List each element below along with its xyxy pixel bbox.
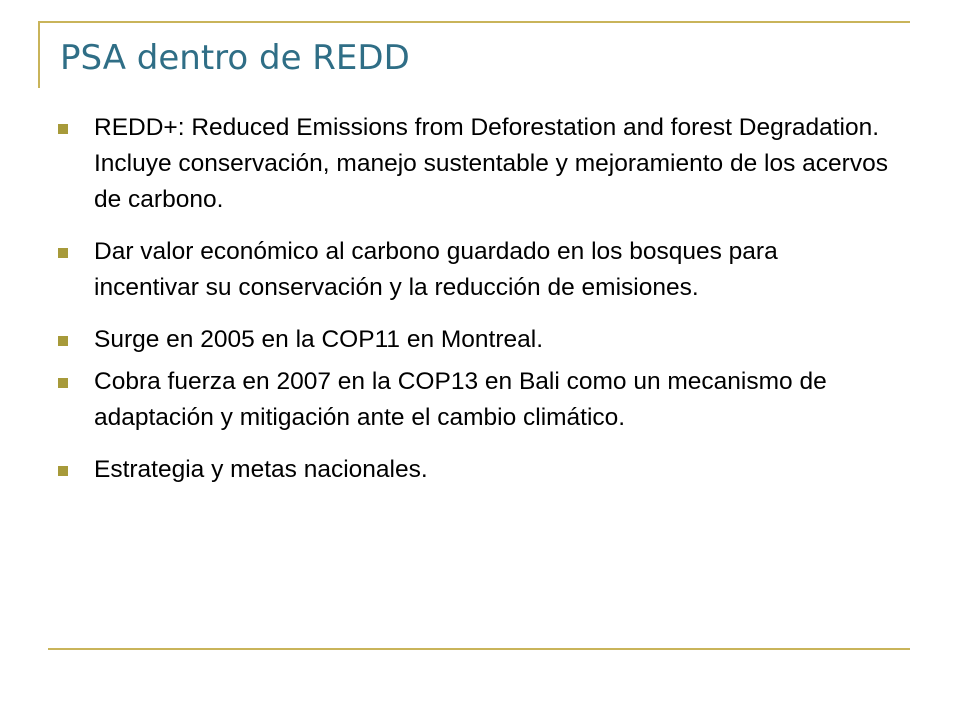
bullet-list — [58, 110, 888, 504]
title-frame-top-line — [38, 21, 910, 23]
square-bullet-icon — [58, 336, 68, 346]
square-bullet-icon — [58, 248, 68, 258]
bullet-item — [58, 452, 888, 488]
bullet-text: REDD+: Reduced Emissions from Deforestation and forest Degradation. Incluye conservación, manejo sustentable y mejoramiento de los acervos de carbono. — [94, 114, 888, 213]
square-bullet-icon — [58, 466, 68, 476]
bullet-item — [58, 364, 888, 436]
title-frame-left-line — [38, 21, 40, 88]
footer-divider-line — [48, 648, 910, 650]
square-bullet-icon — [58, 124, 68, 134]
bullet-text: Estrategia y metas nacionales. — [94, 456, 428, 483]
square-bullet-icon — [58, 378, 68, 388]
bullet-text: Surge en 2005 en la COP11 en Montreal. — [94, 326, 544, 353]
bullet-item — [58, 234, 888, 306]
bullet-text: Cobra fuerza en 2007 en la COP13 en Bali como un mecanismo de adaptación y mitigación ante el cambio climático. — [94, 368, 827, 431]
slide-title: PSA dentro de REDD — [60, 38, 410, 78]
bullet-text: Dar valor económico al carbono guardado en los bosques para incentivar su conservación y la reducción de emisiones. — [94, 238, 778, 301]
bullet-item — [58, 110, 888, 218]
bullet-item — [58, 322, 888, 358]
